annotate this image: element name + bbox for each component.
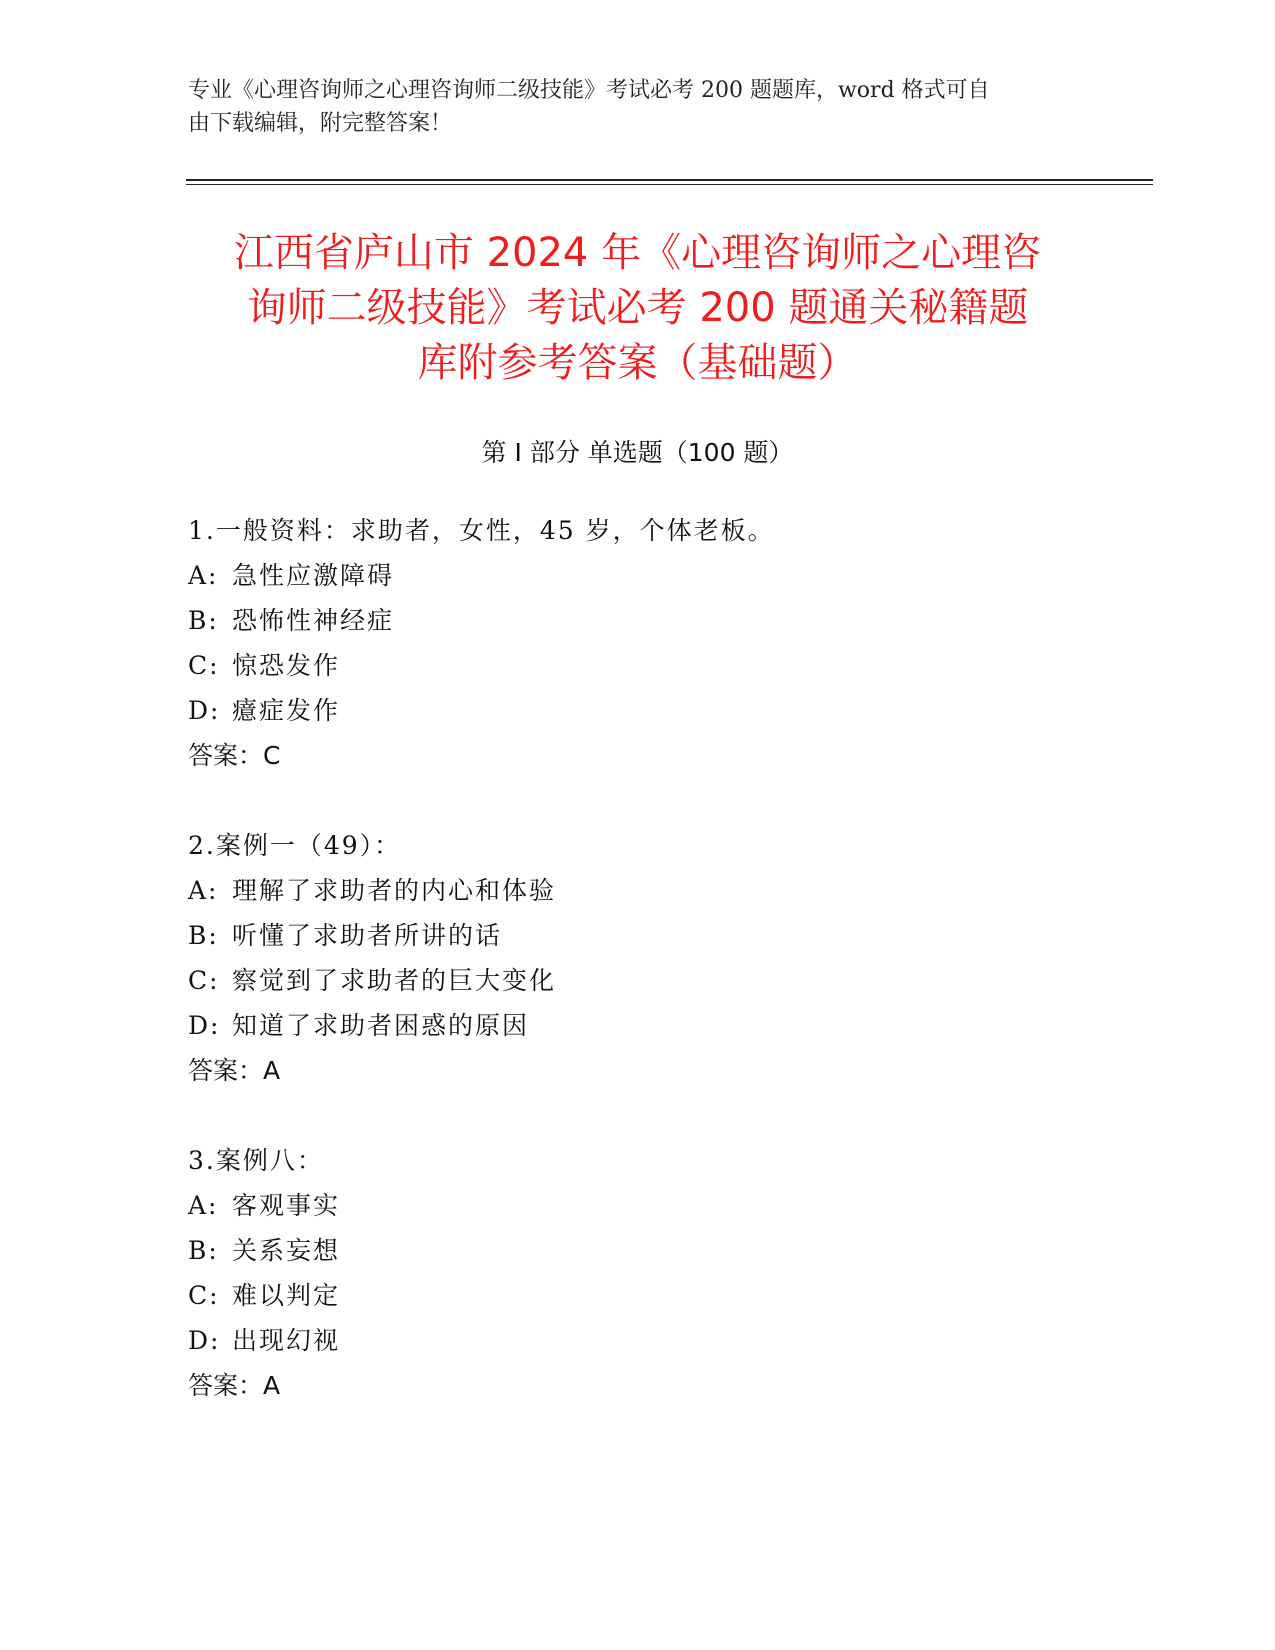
question-stem: 3.案例八： — [188, 1146, 324, 1175]
answer-line: 答案：A — [188, 1371, 281, 1400]
option-b — [188, 598, 1088, 643]
option-key: B: — [188, 921, 219, 950]
option-a — [188, 868, 1088, 913]
document-title — [150, 226, 1125, 391]
question-stem: 2.案例一（49）： — [188, 831, 402, 860]
option-c — [188, 958, 1088, 1003]
header-rule-thick — [186, 179, 1153, 181]
question-2 — [188, 823, 1088, 1093]
question-3 — [188, 1138, 1088, 1408]
option-text: 难以判定 — [232, 1281, 341, 1310]
option-key: D: — [188, 1011, 221, 1040]
option-key: D: — [188, 1326, 221, 1355]
question-1 — [188, 508, 1088, 778]
option-text: 出现幻视 — [232, 1326, 341, 1355]
option-d — [188, 1318, 1088, 1363]
option-key: A: — [188, 1191, 219, 1220]
option-key: C: — [188, 651, 220, 680]
option-key: B: — [188, 606, 219, 635]
option-d — [188, 688, 1088, 733]
option-key: D: — [188, 696, 221, 725]
option-text: 听懂了求助者所讲的话 — [232, 921, 503, 950]
option-text: 知道了求助者困惑的原因 — [232, 1011, 530, 1040]
option-c — [188, 1273, 1088, 1318]
option-a — [188, 553, 1088, 598]
option-text: 癔症发作 — [232, 696, 341, 725]
option-text: 恐怖性神经症 — [232, 606, 395, 635]
option-b — [188, 913, 1088, 958]
answer-line: 答案：A — [188, 1056, 281, 1085]
option-text: 察觉到了求助者的巨大变化 — [232, 966, 557, 995]
option-text: 客观事实 — [232, 1191, 341, 1220]
title-line-1: 江西省庐山市 2024 年《心理咨询师之心理咨 — [233, 230, 1042, 276]
option-key: A: — [188, 561, 219, 590]
intro-note — [188, 74, 1088, 140]
option-b — [188, 1228, 1088, 1273]
intro-line-1: 专业《心理咨询师之心理咨询师二级技能》考试必考 200 题题库，word 格式可自 — [188, 78, 990, 103]
option-key: C: — [188, 966, 220, 995]
title-line-2: 询师二级技能》考试必考 200 题通关秘籍题 — [246, 285, 1029, 331]
answer-line: 答案：C — [188, 741, 281, 770]
header-rule-thin — [186, 184, 1153, 185]
section-heading: 第 I 部分 单选题（100 题） — [481, 438, 794, 467]
option-key: C: — [188, 1281, 220, 1310]
option-text: 惊恐发作 — [232, 651, 341, 680]
option-text: 急性应激障碍 — [232, 561, 395, 590]
option-key: B: — [188, 1236, 219, 1265]
option-text: 关系妄想 — [232, 1236, 341, 1265]
option-c — [188, 643, 1088, 688]
option-text: 理解了求助者的内心和体验 — [232, 876, 557, 905]
option-d — [188, 1003, 1088, 1048]
option-a — [188, 1183, 1088, 1228]
question-stem: 1.一般资料：求助者，女性，45 岁，个体老板。 — [188, 516, 775, 545]
option-key: A: — [188, 876, 219, 905]
title-line-3: 库附参考答案（基础题） — [417, 340, 858, 386]
intro-line-2: 由下载编辑，附完整答案！ — [188, 111, 453, 136]
